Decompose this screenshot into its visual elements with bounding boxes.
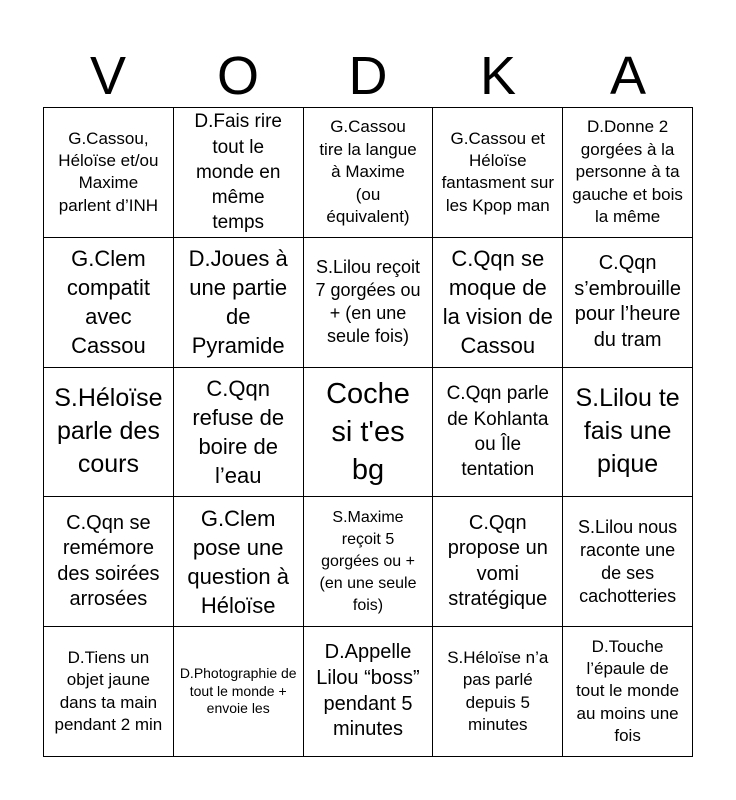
bingo-cell-r2c2[interactable]: D.Joues à une partie de Pyramide xyxy=(174,238,304,368)
bingo-cell-r1c5[interactable]: D.Donne 2 gorgées à la personne à ta gauche et bois la même xyxy=(563,108,693,238)
bingo-cell-r1c1[interactable]: G.Cassou, Héloïse et/ou Maxime parlent d’INH xyxy=(44,108,174,238)
bingo-cell-r3c5[interactable]: S.Lilou te fais une pique xyxy=(563,368,693,498)
bingo-cell-r5c5[interactable]: D.Touche l’épaule de tout le monde au moins une fois xyxy=(563,627,693,757)
bingo-cell-r5c2[interactable]: D.Photographie de tout le monde + envoie les xyxy=(174,627,304,757)
bingo-cell-r5c1[interactable]: D.Tiens un objet jaune dans ta main pendant 2 min xyxy=(44,627,174,757)
bingo-cell-r5c3[interactable]: D.Appelle Lilou “boss” pendant 5 minutes xyxy=(304,627,434,757)
bingo-cell-r3c4[interactable]: C.Qqn parle de Kohlanta ou Île tentation xyxy=(433,368,563,498)
bingo-cell-r1c2[interactable]: D.Fais rire tout le monde en même temps xyxy=(174,108,304,238)
header-letter-v: V xyxy=(89,46,127,106)
bingo-cell-r4c1[interactable]: C.Qqn se remémore des soirées arrosées xyxy=(44,497,174,627)
bingo-grid xyxy=(43,107,693,757)
bingo-cell-r2c4[interactable]: C.Qqn se moque de la vision de Cassou xyxy=(433,238,563,368)
bingo-cell-r5c4[interactable]: S.Héloïse n’a pas parlé depuis 5 minutes xyxy=(433,627,563,757)
bingo-cell-r1c4[interactable]: G.Cassou et Héloïse fantasment sur les Kpop man xyxy=(433,108,563,238)
header-letter-d: D xyxy=(348,46,388,106)
bingo-cell-r3c1[interactable]: S.Héloïse parle des cours xyxy=(44,368,174,498)
bingo-cell-r2c3[interactable]: S.Lilou reçoit 7 gorgées ou + (en une seule fois) xyxy=(304,238,434,368)
bingo-cell-r3c2[interactable]: C.Qqn refuse de boire de l’eau xyxy=(174,368,304,498)
bingo-cell-r4c4[interactable]: C.Qqn propose un vomi stratégique xyxy=(433,497,563,627)
bingo-cell-r1c3[interactable]: G.Cassou tire la langue à Maxime (ou équivalent) xyxy=(304,108,434,238)
bingo-cell-r2c5[interactable]: C.Qqn s’embrouille pour l’heure du tram xyxy=(563,238,693,368)
bingo-header xyxy=(43,44,693,108)
bingo-cell-r4c3[interactable]: S.Maxime reçoit 5 gorgées ou + (en une seule fois) xyxy=(304,497,434,627)
header-letter-o: O xyxy=(216,46,259,106)
header-letter-k: K xyxy=(479,46,517,106)
bingo-cell-r4c2[interactable]: G.Clem pose une question à Héloïse xyxy=(174,497,304,627)
bingo-cell-r2c1[interactable]: G.Clem compatit avec Cassou xyxy=(44,238,174,368)
bingo-cell-r3c3-free[interactable]: Coche si t'es bg xyxy=(304,368,434,498)
header-letter-a: A xyxy=(609,46,647,106)
bingo-cell-r4c5[interactable]: S.Lilou nous raconte une de ses cachotteries xyxy=(563,497,693,627)
